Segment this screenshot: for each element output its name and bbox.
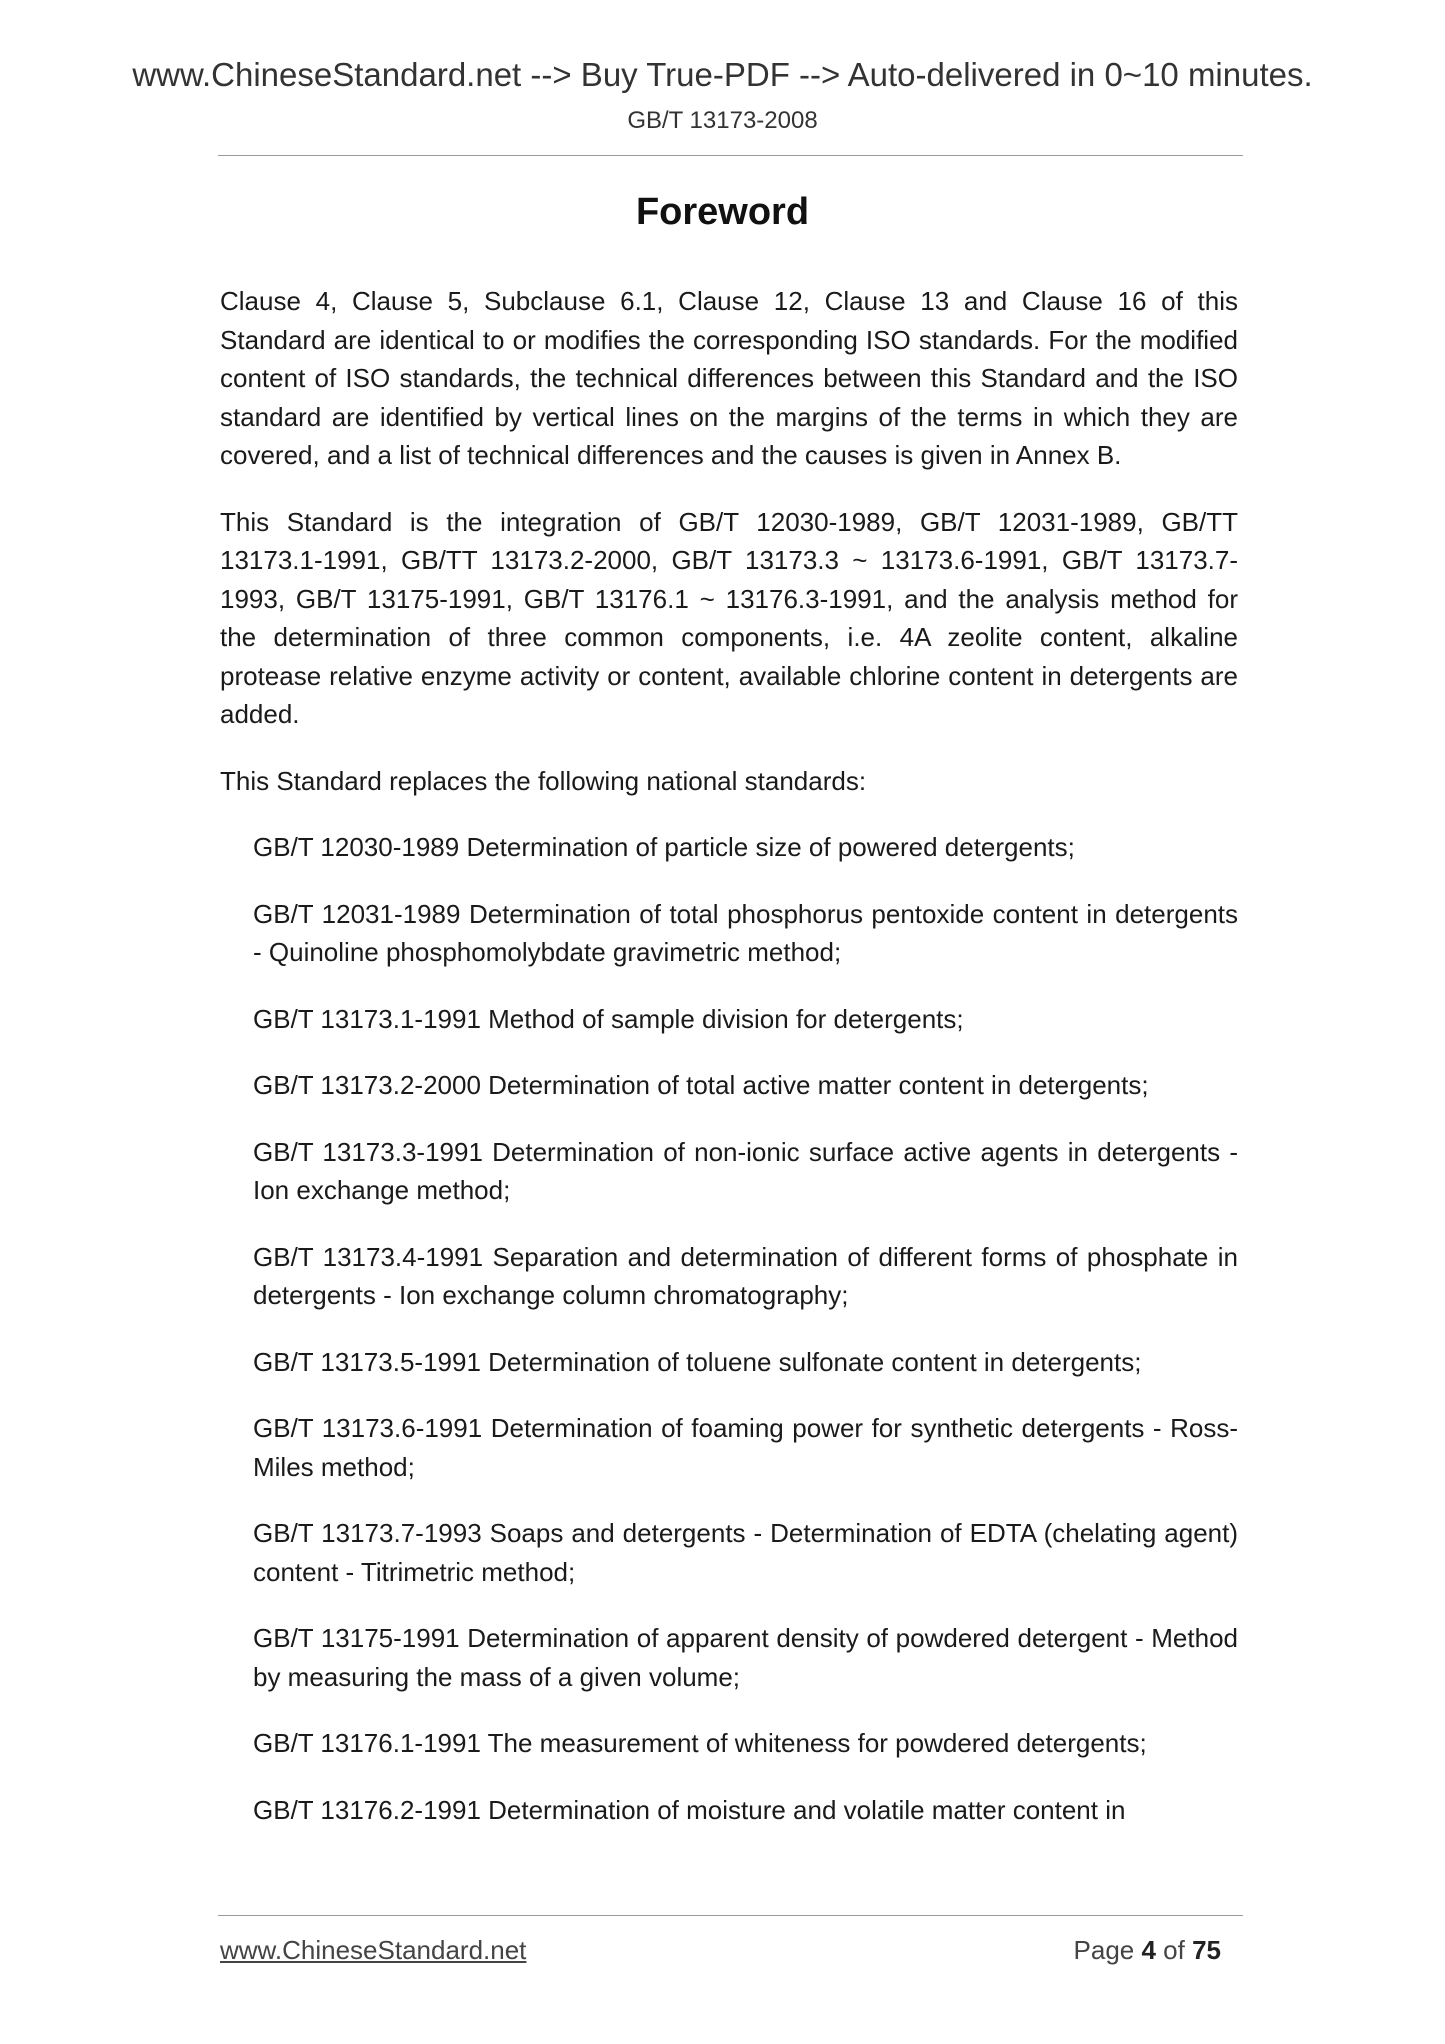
list-item: GB/T 13173.3-1991 Determination of non-ionic surface active agents in detergents - Ion exchange method; <box>253 1136 1238 1205</box>
page-total: 75 <box>1192 1935 1221 1965</box>
list-item: GB/T 13173.1-1991 Method of sample division for detergents; <box>253 1003 964 1034</box>
replaced-standards-list <box>220 828 1238 1829</box>
list-item: GB/T 13176.1-1991 The measurement of whiteness for powdered detergents; <box>253 1728 1147 1758</box>
paragraph-clause-identity: Clause 4, Clause 5, Subclause 6.1, Clause 12, Clause 13 and Clause 16 of this Standard are identical to or modifies the corresponding ISO standards. For the modified content of ISO standards, the technical differences between this Standard and the ISO standard are identified by vertical lines on the margins of the terms in which they are covered, and a list of technical differences and the causes is given in Annex B. <box>220 286 1238 470</box>
list-item: GB/T 12030-1989 Determination of particle size of powered detergents; <box>253 832 1075 862</box>
page-number <box>1074 1937 1221 1963</box>
top-banner[interactable]: www.ChineseStandard.net --> Buy True-PDF --> Auto-delivered in 0~10 minutes. <box>132 56 1313 93</box>
list-item: GB/T 13176.2-1991 Determination of moisture and volatile matter content in <box>253 1794 1126 1825</box>
list-item: GB/T 13173.6-1991 Determination of foaming power for synthetic detergents - Ross-Miles method; <box>253 1413 1238 1482</box>
list-item: GB/T 13175-1991 Determination of apparent density of powdered detergent - Method by measuring the mass of a given volume; <box>253 1623 1238 1692</box>
document-code: GB/T 13173-2008 <box>627 107 818 134</box>
list-item: GB/T 13173.7-1993 Soaps and detergents - Determination of EDTA (chelating agent) content - Titrimetric method; <box>253 1518 1238 1587</box>
footer-website-link[interactable]: www.ChineseStandard.net <box>220 1935 527 1965</box>
header-divider <box>218 155 1243 156</box>
page-title: Foreword <box>635 191 810 233</box>
paragraph-replaces-intro: This Standard replaces the following national standards: <box>220 765 867 796</box>
list-item: GB/T 13173.2-2000 Determination of total active matter content in detergents; <box>253 1070 1149 1100</box>
document-body <box>220 282 1238 1857</box>
paragraph-integration: This Standard is the integration of GB/T 12030-1989, GB/T 12031-1989, GB/TT 13173.1-1991, GB/TT 13173.2-2000, GB/T 13173.3 ~ 13173.6-1991, GB/T 13173.7-1993, GB/T 13175-1991, GB/T 13176.1 ~ 13176.3-1991, and the analysis method for the determination of three common components, i.e. 4A zeolite content, alkaline protease relative enzyme activity or content, available chlorine content in detergents are added. <box>220 506 1238 729</box>
list-item: GB/T 13173.5-1991 Determination of toluene sulfonate content in detergents; <box>253 1346 1142 1377</box>
list-item: GB/T 13173.4-1991 Separation and determination of different forms of phosphate in detergents - Ion exchange column chromatography; <box>253 1241 1238 1310</box>
list-item: GB/T 12031-1989 Determination of total phosphorus pentoxide content in detergents - Quinoline phosphomolybdate gravimetric method; <box>253 898 1238 967</box>
page-prefix: Page <box>1073 1935 1142 1965</box>
footer-divider <box>218 1915 1243 1916</box>
page-current: 4 <box>1141 1935 1156 1965</box>
page-of: of <box>1155 1935 1193 1965</box>
